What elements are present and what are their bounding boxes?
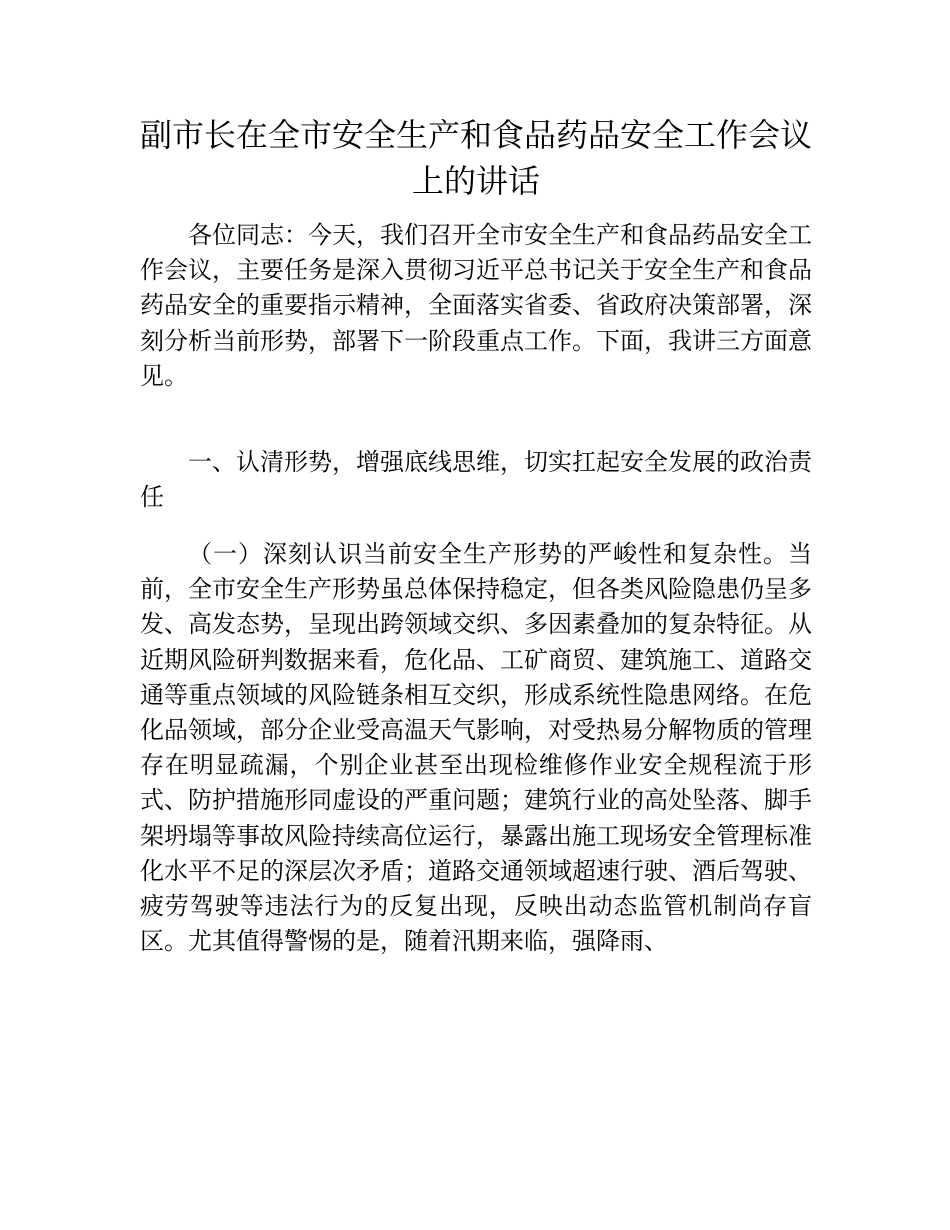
paragraph-subsection-1: （一）深刻认识当前安全生产形势的严峻性和复杂性。当前，全市安全生产形势虽总体保持稳定，但各类风险隐患仍呈多发、高发态势，呈现出跨领域交织、多因素叠加的复杂特征。从近期风险研判数据来看，危化品、工矿商贸、建筑施工、道路交通等重点领域的风险链条相互交织，形成系统性隐患网络。在危化品领域，部分企业受高温天气影响，对受热易分解物质的管理存在明显疏漏，个别企业甚至出现检维修作业安全规程流于形式、防护措施形同虚设的严重问题；建筑行业的高处坠落、脚手架坍塌等事故风险持续高位运行，暴露出施工现场安全管理标准化水平不足的深层次矛盾；道路交通领域超速行驶、酒后驾驶、疲劳驾驶等违法行为的反复出现，反映出动态监管机制尚存盲区。尤其值得警惕的是，随着汛期来临，强降雨、 [140,540,812,956]
section-heading-1: 一、认清形势，增强底线思维，切实扛起安全发展的政治责任 [140,448,812,512]
paragraph-greeting: 各位同志：今天，我们召开全市安全生产和食品药品安全工作会议，主要任务是深入贯彻习近平总书记关于安全生产和食品药品安全的重要指示精神，全面落实省委、省政府决策部署，深刻分析当前形势，部署下一阶段重点工作。下面，我讲三方面意见。 [140,221,812,390]
document-title: 副市长在全市安全生产和食品药品安全工作会议上的讲话 [140,116,813,200]
